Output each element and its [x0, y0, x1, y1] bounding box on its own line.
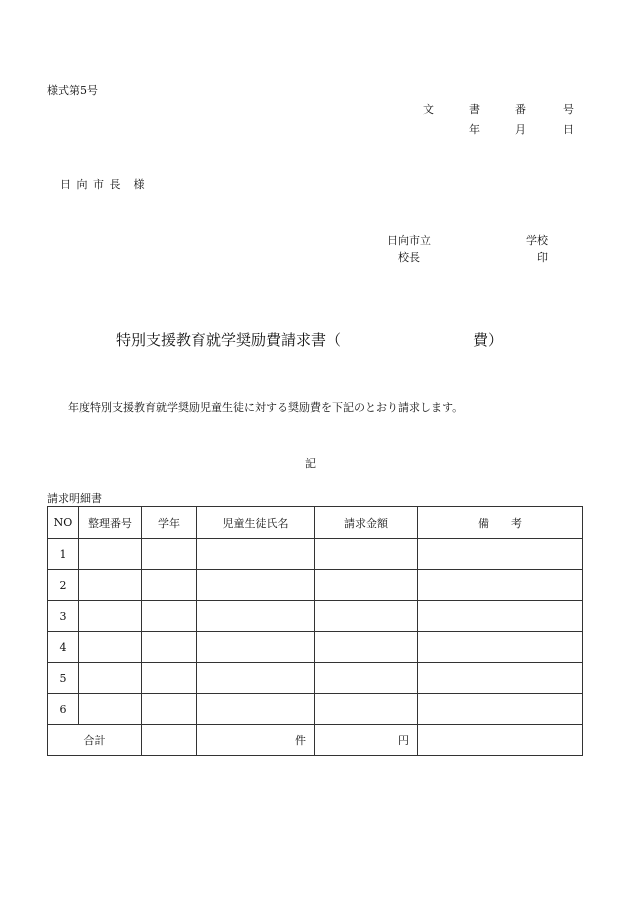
header-grade: 学年: [142, 507, 197, 539]
form-number: 様式第5号: [47, 84, 98, 97]
table-row: [48, 570, 583, 601]
addressee: 日 向 市 長 様: [60, 178, 146, 191]
table-row: [48, 663, 583, 694]
name-cell[interactable]: [197, 663, 315, 694]
grade-cell[interactable]: [142, 663, 197, 694]
amount-cell[interactable]: [315, 539, 418, 570]
id-cell[interactable]: [79, 694, 142, 725]
total-amount-cell[interactable]: [315, 725, 418, 756]
id-cell[interactable]: [79, 539, 142, 570]
name-cell[interactable]: [197, 601, 315, 632]
doc-number-char: 文: [423, 103, 434, 116]
amount-cell[interactable]: [315, 570, 418, 601]
row-number: 5: [48, 663, 79, 694]
document-title-end: 費）: [473, 331, 504, 349]
name-cell[interactable]: [197, 539, 315, 570]
remarks-cell[interactable]: [418, 601, 583, 632]
grade-cell[interactable]: [142, 601, 197, 632]
header-no: NO: [48, 507, 79, 539]
table-caption: 請求明細書: [47, 492, 102, 505]
date-day-label: 日: [563, 123, 574, 136]
count-unit-label: 件: [295, 734, 306, 747]
amount-cell[interactable]: [315, 694, 418, 725]
grade-cell[interactable]: [142, 694, 197, 725]
remarks-cell[interactable]: [418, 694, 583, 725]
header-name: 児童生徒氏名: [197, 507, 315, 539]
id-cell[interactable]: [79, 570, 142, 601]
seal-label: 印: [537, 251, 548, 264]
header-remarks: 備 考: [418, 507, 583, 539]
date-year-label: 年: [469, 123, 480, 136]
grade-cell[interactable]: [142, 539, 197, 570]
yen-unit-label: 円: [398, 734, 409, 747]
remarks-cell[interactable]: [418, 570, 583, 601]
remarks-cell[interactable]: [418, 632, 583, 663]
document-title: 特別支援教育就学奨励費請求書（: [116, 331, 342, 349]
grade-cell[interactable]: [142, 632, 197, 663]
amount-cell[interactable]: [315, 632, 418, 663]
school-suffix: 学校: [526, 234, 548, 247]
total-count-cell[interactable]: [197, 725, 315, 756]
total-remarks-cell[interactable]: [418, 725, 583, 756]
id-cell[interactable]: [79, 663, 142, 694]
id-cell[interactable]: [79, 632, 142, 663]
header-id: 整理番号: [79, 507, 142, 539]
doc-number-char: 書: [469, 103, 480, 116]
remarks-cell[interactable]: [418, 663, 583, 694]
amount-cell[interactable]: [315, 601, 418, 632]
table-header-row: [48, 507, 583, 539]
grade-cell[interactable]: [142, 570, 197, 601]
intro-text: 年度特別支援教育就学奨励児童生徒に対する奨励費を下記のとおり請求します。: [68, 401, 464, 414]
table-row: [48, 632, 583, 663]
row-number: 2: [48, 570, 79, 601]
total-grade-cell[interactable]: [142, 725, 197, 756]
remarks-cell[interactable]: [418, 539, 583, 570]
doc-number-char: 号: [563, 103, 574, 116]
total-label: 合計: [48, 725, 142, 756]
school-city-label: 日向市立: [387, 234, 431, 247]
principal-label: 校長: [398, 251, 420, 264]
row-number: 6: [48, 694, 79, 725]
date-month-label: 月: [515, 123, 526, 136]
row-number: 3: [48, 601, 79, 632]
header-amount: 請求金額: [315, 507, 418, 539]
table-row: [48, 601, 583, 632]
id-cell[interactable]: [79, 601, 142, 632]
amount-cell[interactable]: [315, 663, 418, 694]
ki-heading: 記: [305, 457, 316, 470]
name-cell[interactable]: [197, 694, 315, 725]
doc-number-char: 番: [515, 103, 526, 116]
total-row: [48, 725, 583, 756]
table-row: [48, 694, 583, 725]
name-cell[interactable]: [197, 570, 315, 601]
detail-table: [47, 506, 583, 756]
name-cell[interactable]: [197, 632, 315, 663]
row-number: 1: [48, 539, 79, 570]
table-row: [48, 539, 583, 570]
row-number: 4: [48, 632, 79, 663]
